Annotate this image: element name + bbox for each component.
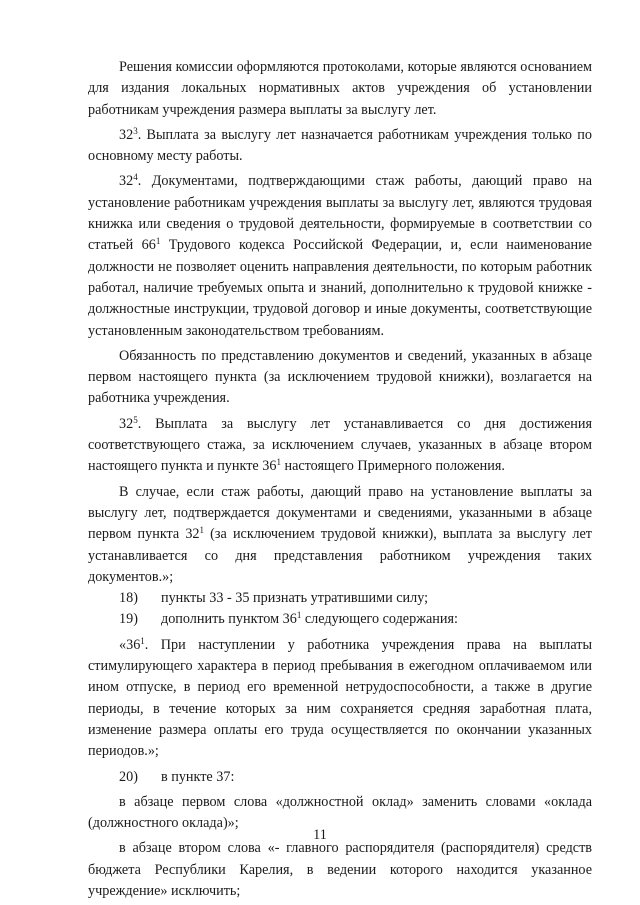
list-item-19 <box>88 609 592 630</box>
paragraph-36-1 <box>88 635 592 763</box>
paragraph-first-abzac: в абзаце первом слова «должностной оклад» заменить словами «оклада (должностного оклада)»; <box>88 793 592 832</box>
list-item-18 <box>88 588 592 609</box>
point-superscript: 1 <box>276 457 281 468</box>
paragraph-text-continued: . При наступлении у работника учреждения права на выплаты стимулирующего характера в период пребывания в ежегодном оплачиваемом или ином отпуске, в период его временной нетрудоспособности, а также в другие периоды, в течение которых за ним сохраняется средняя заработная плата, изменение размера оплаты его труда осуществляется по окончании указанных периодов.»; <box>88 636 592 760</box>
paragraph-seniority-case <box>88 482 592 588</box>
item-text: пункты 33 - 35 признать утратившими силу; <box>161 590 429 607</box>
paragraph-text-continued: (за исключением трудовой книжки), выплата за выслугу лет устанавливается со дня представления работником учреждения таких документов.»; <box>88 526 592 585</box>
item-number: 19) <box>119 611 138 628</box>
item-number: 20) <box>119 768 138 785</box>
paragraph-32-4 <box>88 171 592 341</box>
paragraph-32-5 <box>88 414 592 478</box>
point-superscript: 1 <box>140 635 145 646</box>
clause-text: . Выплата за выслугу лет назначается работникам учреждения только по основному месту работы. <box>88 126 592 165</box>
clause-number: 32 <box>119 126 134 143</box>
paragraph-commission-decisions: Решения комиссии оформляются протоколами, которые являются основанием для издания локальных нормативных актов учреждения об установлении работникам учреждения размера выплаты за выслугу лет. <box>88 59 592 118</box>
paragraph-text: «36 <box>119 636 141 653</box>
item-text: дополнить пунктом $36^1$ следующего содержания: <box>161 610 458 628</box>
page-number: 11 <box>313 827 327 843</box>
paragraph-text: В случае, если стаж работы, дающий право на установление выплаты за выслугу лет, подтверждается документами и сведениями, указанными в абзаце первом пункта 32 <box>88 483 592 543</box>
clause-text-continued: Трудового кодекса Российской Федерации, и, если наименование должности не позволяет оценить направления деятельности, по которым работник работал, наличие требуемых опыта и знаний, дополнительно к трудовой книжке - должностные инструкции, трудовой договор и иные документы, соответствующие установленным законодательством требованиям. <box>88 237 592 339</box>
item-superscript: 1 <box>296 610 302 621</box>
clause-superscript: 5 <box>133 414 138 425</box>
clause-superscript: 4 <box>133 172 138 183</box>
article-superscript: 1 <box>155 236 161 247</box>
clause-number: 32 <box>119 173 134 190</box>
point-superscript: 1 <box>199 525 205 536</box>
clause-number: 32 <box>119 415 134 432</box>
list-item-20 <box>88 767 592 788</box>
clause-text: . Выплата за выслугу лет устанавливается со дня достижения соответствующего стажа, за исключением случаев, указанных в абзаце втором настоящего пункта и пункте 36 <box>88 415 592 475</box>
clause-text-continued: настоящего Примерного положения. <box>280 458 505 475</box>
paragraph-second-abzac: в абзаце втором слова «- главного распорядителя (распорядителя) средств бюджета Республики Карелия, в ведении которого находится указанное учреждение» исключить; <box>88 840 592 899</box>
clause-text: . Документами, подтверждающими стаж работы, дающий право на установление работникам учреждения выплаты за выслугу лет, являются трудовая книжка или сведения о трудовой деятельности, формируемые в соответствии со статьей 66 <box>88 173 592 254</box>
item-text: в пункте 37: <box>161 768 235 785</box>
paragraph-32-3 <box>88 125 592 168</box>
clause-superscript: 3 <box>133 125 138 136</box>
paragraph-obligation: Обязанность по представлению документов и сведений, указанных в абзаце первом настоящего пункта (за исключением трудовой книжки), возлагается на работника учреждения. <box>88 347 592 407</box>
item-number: 18) <box>119 590 138 607</box>
